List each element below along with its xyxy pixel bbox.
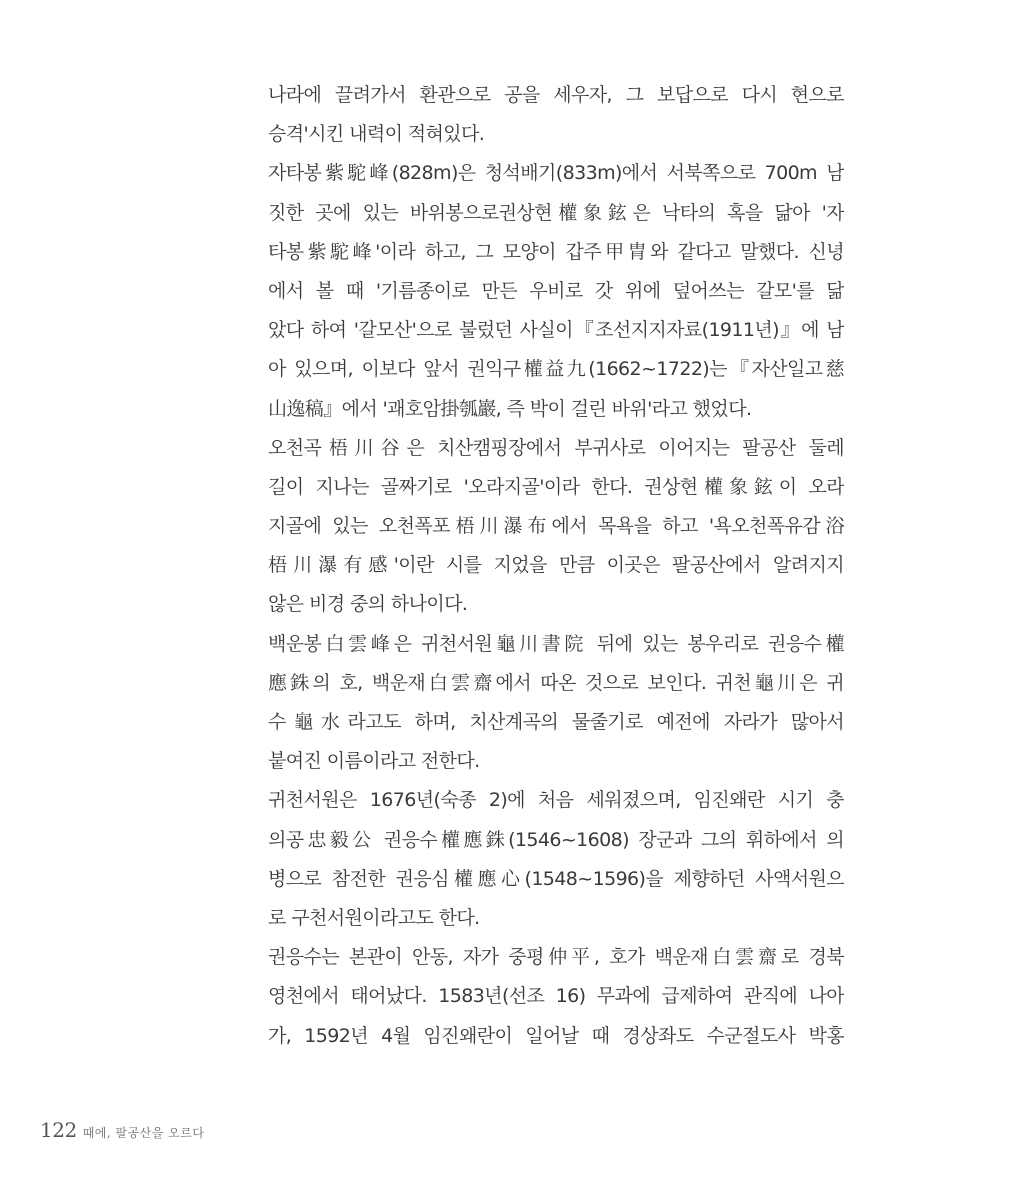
text-line: 에서 볼 때 '기름종이로 만든 우비로 갓 위에 덮어쓰는 갈모'를 닮 <box>268 279 844 302</box>
text-line: 귀천서원은 1676년(숙종 2)에 처음 세워졌으며, 임진왜란 시기 충 <box>268 789 844 812</box>
text-line: 아 있으며, 이보다 앞서 권익구權益九(1662~1722)는『자산일고慈 <box>268 358 844 381</box>
body-text <box>268 76 844 1056</box>
text-line: 오천곡梧川谷은 치산캠핑장에서 부귀사로 이어지는 팔공산 둘레 <box>268 436 844 459</box>
text-line: 로 구천서원이라고도 한다. <box>268 906 480 929</box>
text-line: 병으로 참전한 권응심權應心(1548~1596)을 제향하던 사액서원으 <box>268 867 844 890</box>
text-line: 자타봉紫駝峰(828m)은 청석배기(833m)에서 서북쪽으로 700m 남 <box>268 162 844 185</box>
text-line: 길이 지나는 골짜기로 '오라지골'이라 한다. 권상현權象鉉이 오라 <box>268 475 844 498</box>
text-line: 나라에 끌려가서 환관으로 공을 세우자, 그 보답으로 다시 현으로 <box>268 84 844 106</box>
text-line: 타봉紫駝峰'이라 하고, 그 모양이 갑주甲胄와 같다고 말했다. 신녕 <box>268 240 844 263</box>
text-line: 지골에 있는 오천폭포梧川瀑布에서 목욕을 하고 '욕오천폭유감浴 <box>268 515 844 538</box>
text-line: 짓한 곳에 있는 바위봉으로권상현權象鉉은 낙타의 혹을 닮아 '자 <box>268 201 844 224</box>
text-line: 山逸稿』에서 '괘호암掛瓠巖, 즉 박이 걸린 바위'라고 했었다. <box>268 397 752 420</box>
text-line: 의공忠毅公 권응수權應銖(1546~1608) 장군과 그의 휘하에서 의 <box>268 828 844 851</box>
text-line: 백운봉白雲峰은 귀천서원龜川書院 뒤에 있는 봉우리로 권응수權 <box>268 632 844 655</box>
text-line: 가, 1592년 4월 임진왜란이 일어날 때 경상좌도 수군절도사 박홍 <box>268 1024 844 1047</box>
page-number: 122 <box>40 1118 77 1142</box>
text-line: 梧川瀑有感'이란 시를 지었을 만큼 이곳은 팔공산에서 알려지지 <box>268 554 844 577</box>
running-title: 때에, 팔공산을 오르다 <box>82 1126 205 1140</box>
text-line: 았다 하여 '갈모산'으로 불렀던 사실이『조선지지자료(1911년)』에 남 <box>268 319 844 342</box>
text-line: 않은 비경 중의 하나이다. <box>268 593 468 616</box>
page-footer <box>40 1118 204 1148</box>
text-line: 應銖의 호, 백운재白雲齋에서 따온 것으로 보인다. 귀천龜川은 귀 <box>268 671 844 694</box>
text-line: 영천에서 태어났다. 1583년(선조 16) 무과에 급제하여 관직에 나아 <box>268 985 844 1008</box>
text-line: 권응수는 본관이 안동, 자가 중평仲平, 호가 백운재白雲齋로 경북 <box>268 946 844 969</box>
text-line: 승격'시킨 내력이 적혀있다. <box>268 123 485 146</box>
text-line: 붙여진 이름이라고 전한다. <box>268 750 480 773</box>
text-line: 수龜水라고도 하며, 치산계곡의 물줄기로 예전에 자라가 많아서 <box>268 711 844 733</box>
